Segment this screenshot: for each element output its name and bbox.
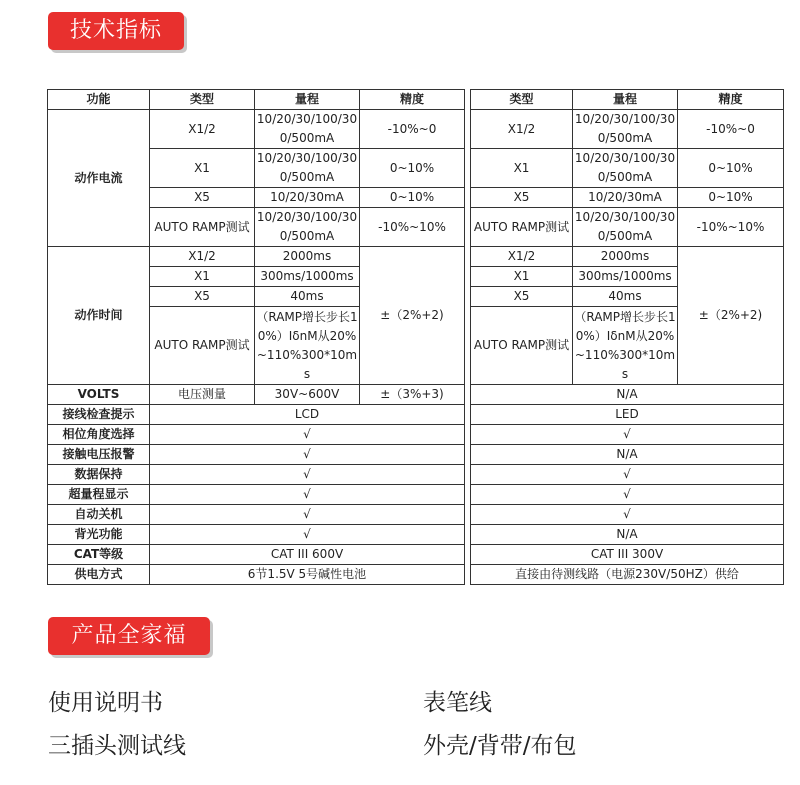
cell-type: X5 [471,287,573,307]
family-item: 外壳/背带/布包 [423,733,577,759]
table-row [48,149,784,188]
cell-accuracy: 0~10% [360,149,465,188]
cell-range: 2000ms [573,247,678,267]
cell-range: 10/20/30mA [255,188,360,208]
cell-range: 2000ms [255,247,360,267]
table-row [48,110,784,149]
table-row [48,465,784,485]
cell-value: √ [150,445,465,465]
cell-accuracy: ±（2%+2) [360,247,465,385]
cell-type: X1/2 [150,247,255,267]
feature-label: 背光功能 [48,525,150,545]
cell-type: X5 [150,188,255,208]
feature-label: CAT等级 [48,545,150,565]
header-type-right: 类型 [471,90,573,110]
cell-range: 10/20/30/100/300/500mA [255,208,360,247]
table-row [48,188,784,208]
table-row [48,505,784,525]
table-row [48,247,784,267]
feature-volts: VOLTS [48,385,150,405]
cell-type: X1 [471,149,573,188]
cell-range: 40ms [573,287,678,307]
cell-value: √ [471,425,784,445]
cell-value: √ [150,505,465,525]
feature-label: 数据保持 [48,465,150,485]
cell-value: 直接由待测线路（电源230V/50HZ）供给 [471,565,784,585]
feature-action-time: 动作时间 [48,247,150,385]
cell-range: 10/20/30/100/300/500mA [573,110,678,149]
cell-value: √ [471,465,784,485]
feature-label: 接线检查提示 [48,405,150,425]
feature-action-current: 动作电流 [48,110,150,247]
cell-range: （RAMP增长步长10%）IδnM从20%~110%300*10ms [255,307,360,385]
table-header-row [48,90,784,110]
section-badge-family: 产品全家福 [48,617,210,655]
cell-type: AUTO RAMP测试 [471,307,573,385]
table-row [48,405,784,425]
cell-accuracy: ±（3%+3) [360,385,465,405]
table-row [48,525,784,545]
cell-range: 10/20/30/100/300/500mA [573,149,678,188]
cell-range: 10/20/30/100/300/500mA [573,208,678,247]
cell-value: N/A [471,445,784,465]
cell-range: 300ms/1000ms [255,267,360,287]
feature-label: 相位角度选择 [48,425,150,445]
feature-label: 供电方式 [48,565,150,585]
cell-value: LCD [150,405,465,425]
spec-table [47,89,784,585]
cell-accuracy: 0~10% [360,188,465,208]
section-badge-spec: 技术指标 [48,12,184,50]
cell-range: 10/20/30/100/300/500mA [255,149,360,188]
cell-type: 电压测量 [150,385,255,405]
table-row [48,565,784,585]
cell-accuracy: -10%~0 [360,110,465,149]
cell-type: X1 [471,267,573,287]
cell-value: N/A [471,385,784,405]
cell-value: √ [471,505,784,525]
cell-range: 300ms/1000ms [573,267,678,287]
cell-value: √ [150,525,465,545]
cell-type: AUTO RAMP测试 [150,208,255,247]
cell-accuracy: 0~10% [678,188,784,208]
cell-value: CAT III 600V [150,545,465,565]
cell-type: X1/2 [471,247,573,267]
cell-type: X5 [150,287,255,307]
family-item: 使用说明书 [48,690,163,716]
cell-value: N/A [471,525,784,545]
family-item: 三插头测试线 [48,733,186,759]
cell-accuracy: -10%~10% [360,208,465,247]
cell-value: CAT III 300V [471,545,784,565]
table-row [48,385,784,405]
cell-type: X1 [150,267,255,287]
cell-value: √ [150,485,465,505]
cell-accuracy: -10%~10% [678,208,784,247]
table-row [48,545,784,565]
cell-accuracy: -10%~0 [678,110,784,149]
header-range-left: 量程 [255,90,360,110]
cell-type: AUTO RAMP测试 [150,307,255,385]
header-range-right: 量程 [573,90,678,110]
cell-range: 10/20/30mA [573,188,678,208]
cell-type: AUTO RAMP测试 [471,208,573,247]
family-item: 表笔线 [423,690,492,716]
header-accuracy-right: 精度 [678,90,784,110]
cell-accuracy: ±（2%+2) [678,247,784,385]
header-feature: 功能 [48,90,150,110]
cell-range: 10/20/30/100/300/500mA [255,110,360,149]
cell-accuracy: 0~10% [678,149,784,188]
cell-value: √ [471,485,784,505]
table-row [48,208,784,247]
cell-type: X1/2 [471,110,573,149]
header-accuracy-left: 精度 [360,90,465,110]
feature-label: 自动关机 [48,505,150,525]
cell-value: 6节1.5V 5号碱性电池 [150,565,465,585]
cell-type: X1 [150,149,255,188]
cell-type: X1/2 [150,110,255,149]
cell-value: √ [150,465,465,485]
feature-label: 超量程显示 [48,485,150,505]
table-row [48,485,784,505]
cell-range: 40ms [255,287,360,307]
feature-label: 接触电压报警 [48,445,150,465]
cell-type: X5 [471,188,573,208]
header-type-left: 类型 [150,90,255,110]
cell-value: √ [150,425,465,445]
cell-range: 30V~600V [255,385,360,405]
cell-range: （RAMP增长步长10%）IδnM从20%~110%300*10ms [573,307,678,385]
cell-value: LED [471,405,784,425]
table-row [48,445,784,465]
table-row [48,425,784,445]
